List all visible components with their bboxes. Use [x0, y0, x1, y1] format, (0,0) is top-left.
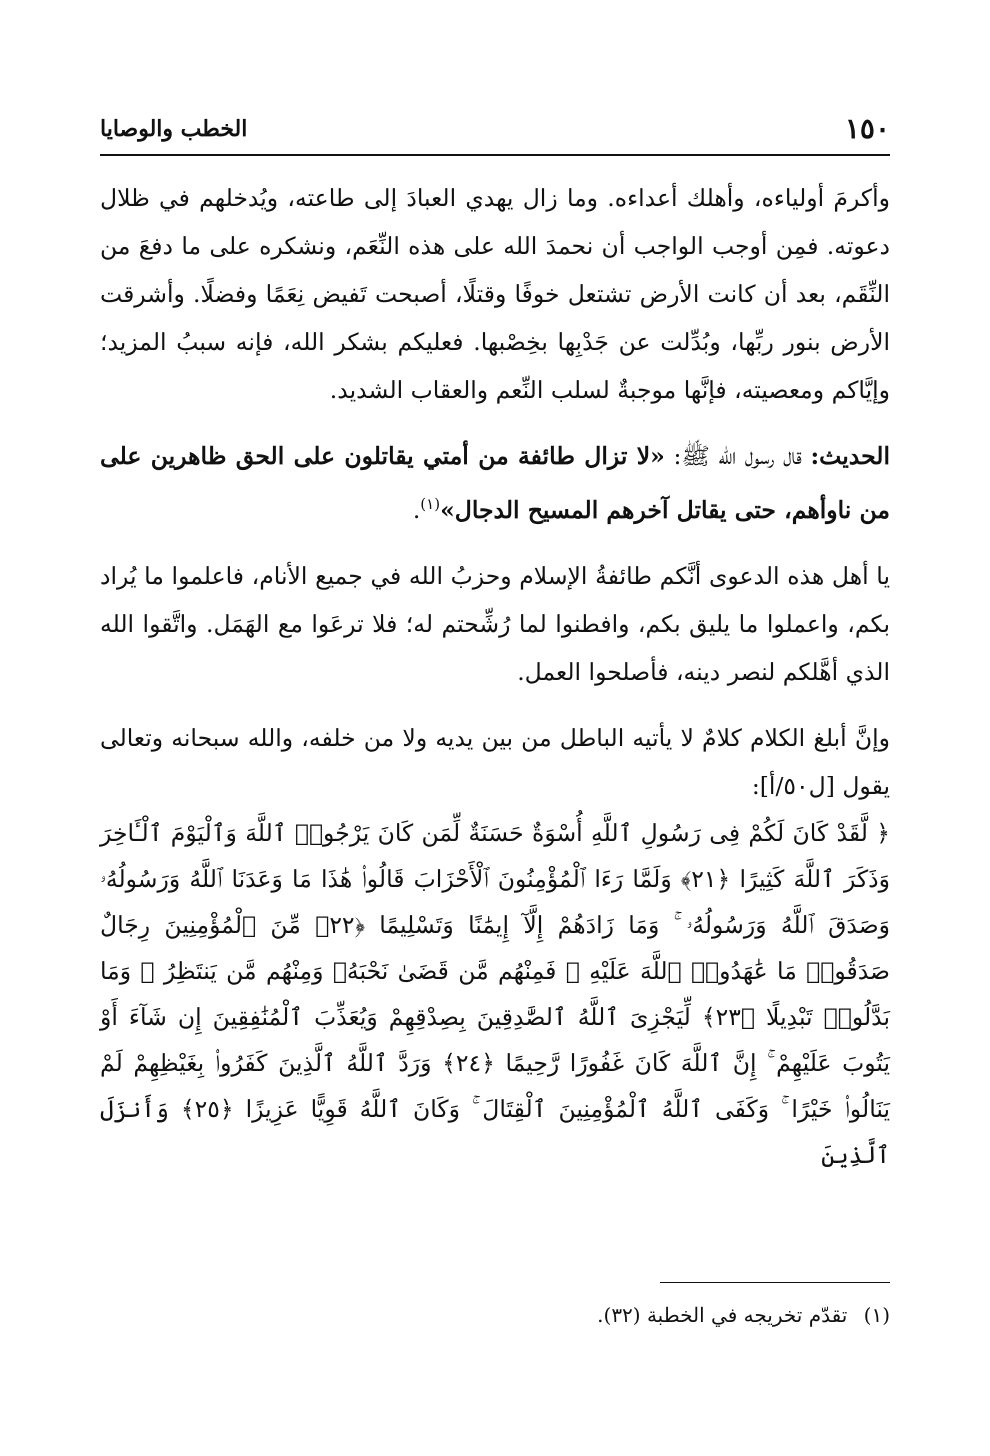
paragraph-hadith: الحديث: قال رسول الله ﷺ: «لا تزال طائفة من أمتي يقاتلون على الحق ظاهرين على من ناوأهم، حتى يقاتل آخرهم المسيح الدجال»$^{(١)}$.	[100, 442, 890, 524]
hadith-intro: قال رسول الله ﷺ:	[673, 442, 802, 470]
hadith-text: «لا تزال طائفة من أمتي يقاتلون على الحق ظاهرين على من ناوأهم، حتى يقاتل آخرهم المسيح الدجال»	[100, 442, 890, 524]
footnote	[597, 1300, 890, 1330]
page-number: ١٥٠	[844, 112, 890, 145]
quran-passage: ﴿ لَّقَدْ كَانَ لَكُمْ فِى رَسُولِ ٱللَّهِ أُسْوَةٌ حَسَنَةٌ لِّمَن كَانَ يَرْجُوا۟ ٱللَّهَ وَٱلْيَوْمَ ٱلْـَٔاخِرَ وَذَكَرَ ٱللَّهَ كَثِيرًا ﴿٢١﴾ وَلَمَّا رَءَا ٱلْمُؤْمِنُونَ ٱلْأَحْزَابَ قَالُوا۟ هَٰذَا مَا وَعَدَنَا ٱللَّهُ وَرَسُولُهُۥ وَصَدَقَ ٱللَّهُ وَرَسُولُهُۥ ۚ وَمَا زَادَهُمْ إِلَّآ إِيمَٰنًا وَتَسْلِيمًا ﴿٢٢﴾ مِّنَ ٱلْمُؤْمِنِينَ رِجَالٌ صَدَقُوا۟ مَا عَٰهَدُوا۟ ٱللَّهَ عَلَيْهِ ۖ فَمِنْهُم مَّن قَضَىٰ نَحْبَهُۥ وَمِنْهُم مَّن يَنتَظِرُ ۖ وَمَا بَدَّلُوا۟ تَبْدِيلًا ﴿٢٣﴾ لِّيَجْزِىَ ٱللَّهُ ٱلصَّٰدِقِينَ بِصِدْقِهِمْ وَيُعَذِّبَ ٱلْمُنَٰفِقِينَ إِن شَآءَ أَوْ يَتُوبَ عَلَيْهِمْ ۚ إِنَّ ٱللَّهَ كَانَ غَفُورًا رَّحِيمًا ﴿٢٤﴾ وَرَدَّ ٱللَّهُ ٱلَّذِينَ كَفَرُوا۟ بِغَيْظِهِمْ لَمْ يَنَالُوا۟ خَيْرًا ۚ وَكَفَى ٱللَّهُ ٱلْمُؤْمِنِينَ ٱلْقِتَالَ ۚ وَكَانَ ٱللَّهُ قَوِيًّا عَزِيزًا ﴿٢٥﴾ وَأَنزَلَ ٱلَّذِينَ	[100, 818, 891, 1169]
paragraph-intro: وأكرمَ أولياءه، وأهلك أعداءه. وما زال يهدي العبادَ إلى طاعته، ويُدخلهم في ظلال دعوته. فمِن أوجب الواجب أن نحمدَ الله على هذه النِّعَم، ونشكره على ما دفعَ من النِّقَم، بعد أن كانت الأرض تشتعل خوفًا وقتلًا، أصبحت تَفيض نِعَمًا وفضلًا. وأشرقت الأرض بنور ربِّها، وبُدِّلت عن جَدْبِها بخِصْبها. فعليكم بشكر الله، فإنه سببُ المزيد؛ وإيَّاكم ومعصيته، فإنَّها موجبةٌ لسلب النِّعم والعقاب الشديد.	[100, 184, 890, 404]
hadith-label: الحديث:	[810, 442, 890, 470]
paragraph-quran-intro: وإنَّ أبلغ الكلام كلامٌ لا يأتيه الباطل من بين يديه ولا من خلفه، والله سبحانه وتعالى يقول [ل٥٠/أ]:	[100, 723, 890, 800]
footnote-reference: (١)	[420, 495, 441, 513]
footnote-text: تقدّم تخريجه في الخطبة (٣٢).	[597, 1303, 848, 1327]
book-page	[100, 110, 890, 1410]
page-body	[100, 174, 890, 1178]
paragraph-exhortation: يا أهل هذه الدعوى أنَّكم طائفةُ الإسلام وحزبُ الله في جميع الأنام، فاعلموا ما يُراد بكم، واعملوا ما يليق بكم، وافطنوا لما رُشِّحتم له؛ فلا ترعَوا مع الهَمَل. واتَّقوا الله الذي أهَّلكم لنصر دينه، فأصلحوا العمل.	[100, 561, 890, 686]
footnote-number: (١)	[863, 1303, 890, 1327]
running-title: الخطب والوصايا	[100, 116, 248, 142]
page-header	[100, 110, 890, 156]
footnote-divider	[660, 1282, 890, 1283]
